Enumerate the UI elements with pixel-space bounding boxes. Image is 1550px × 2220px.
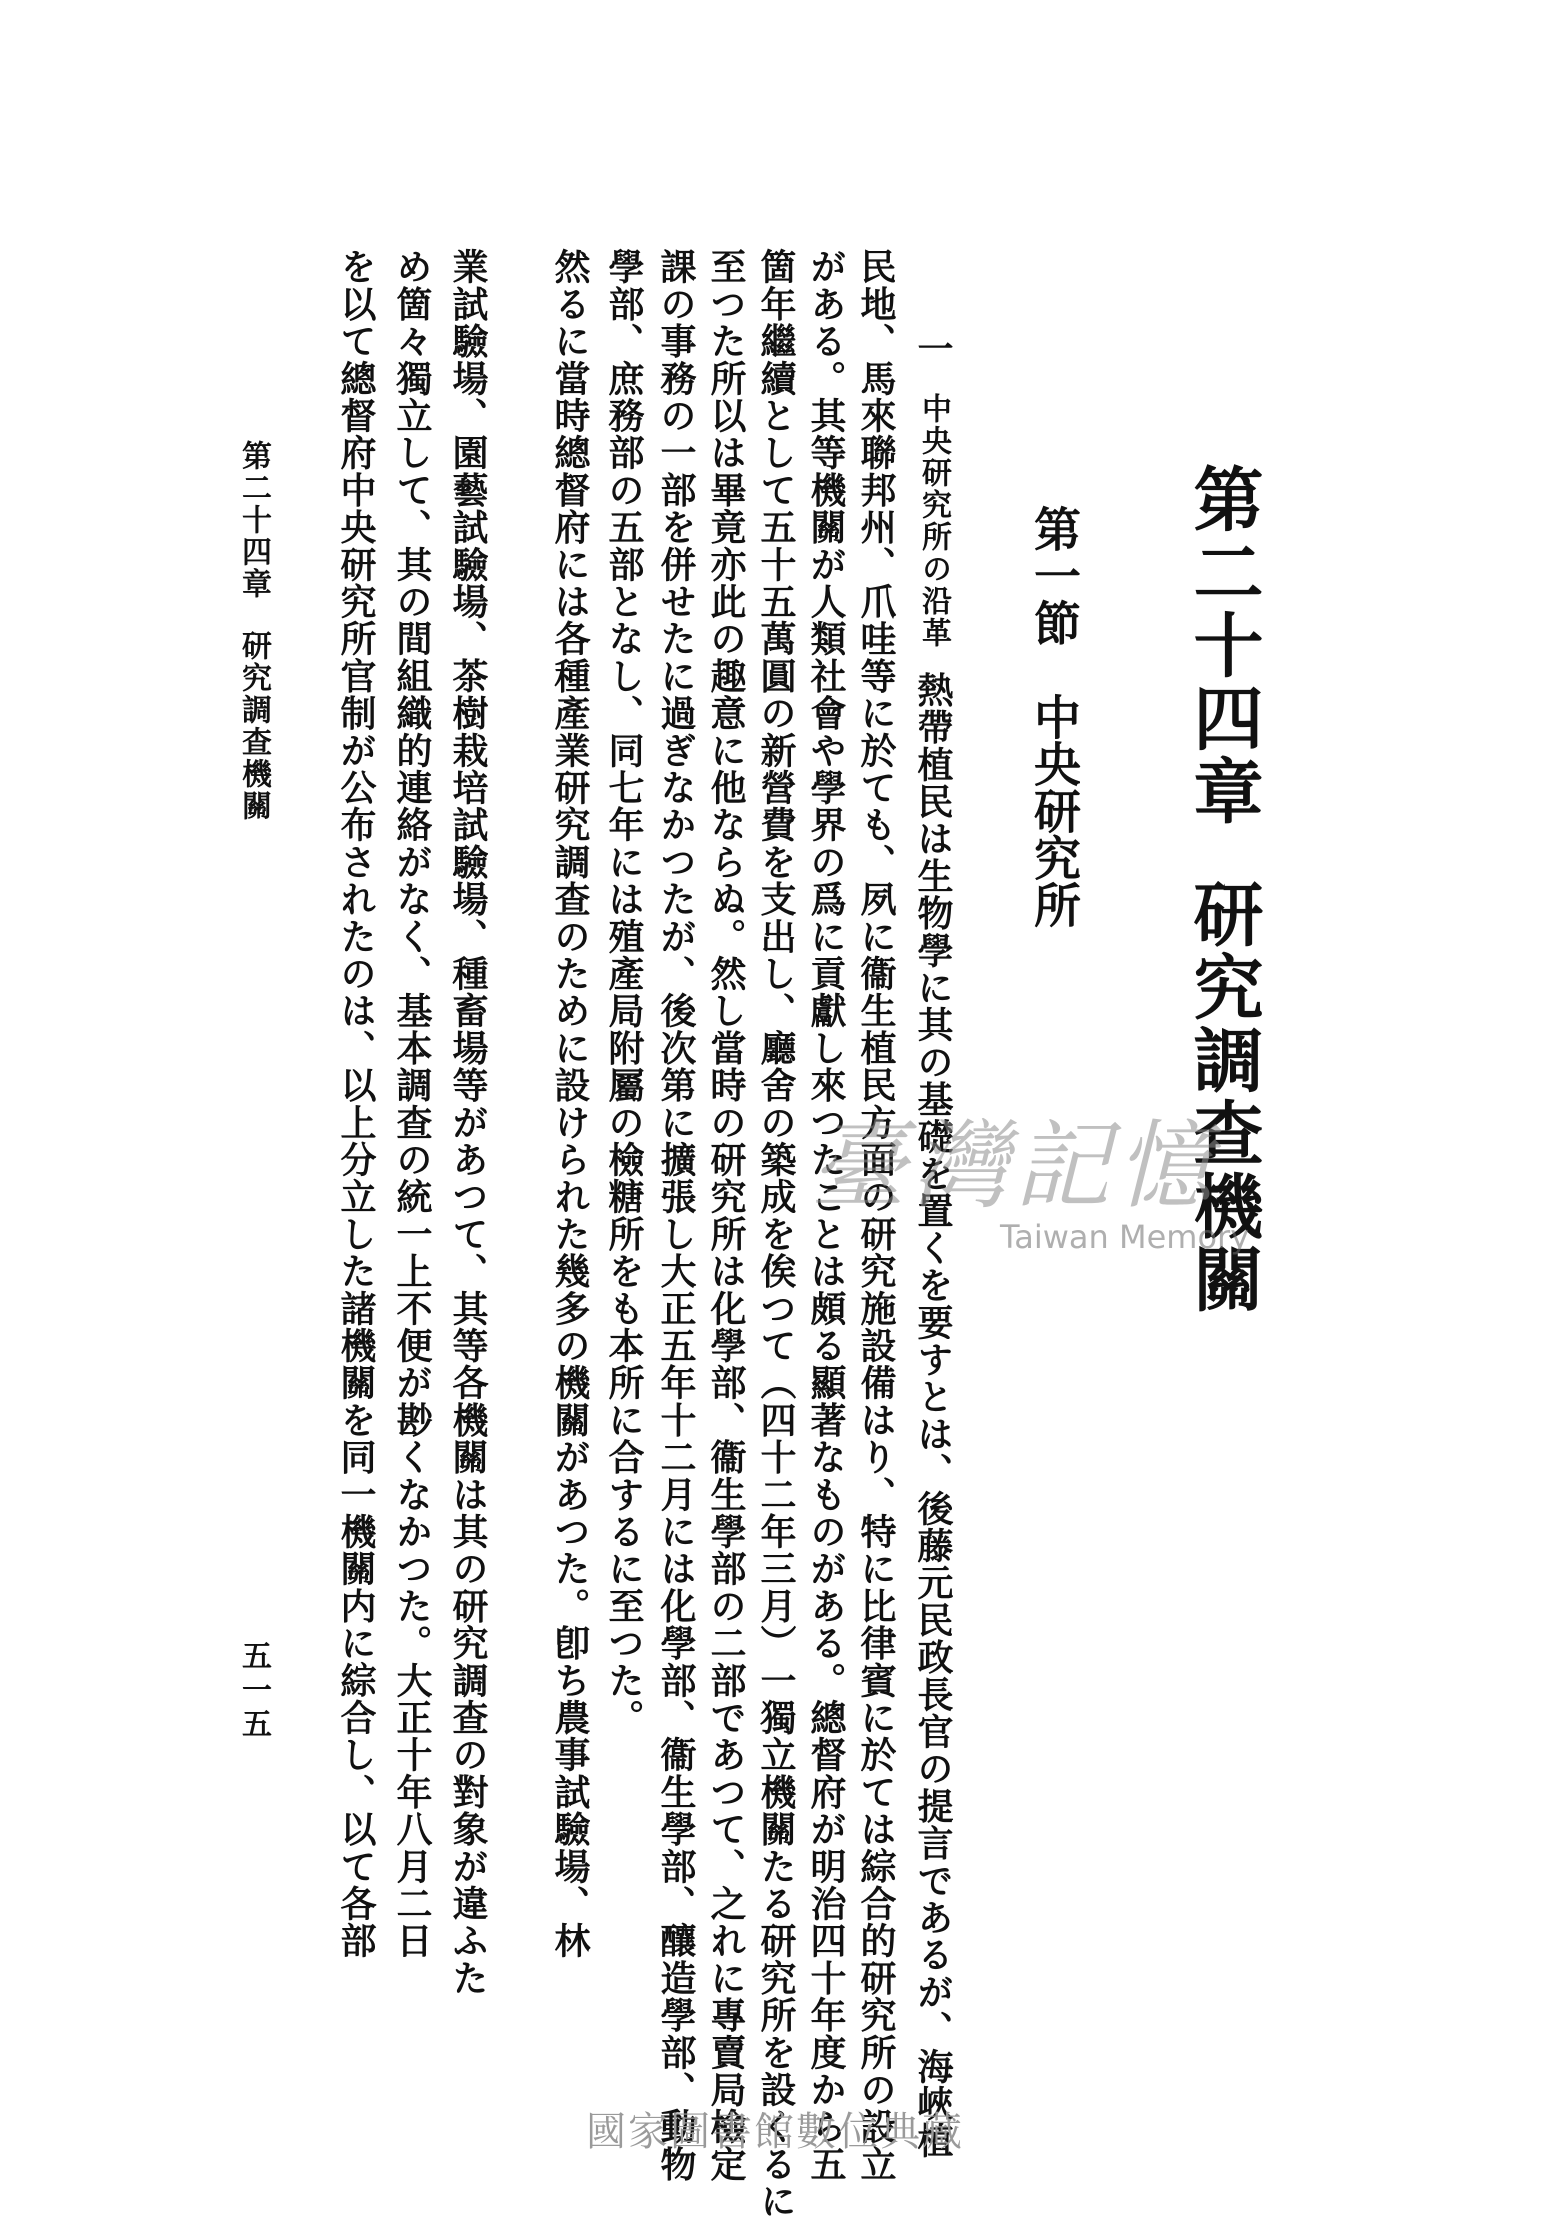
body-line-2: 民地、馬來聯邦州、爪哇等に於ても、夙に衞生植民方面の研究施設備はり、特に比律賓に於ては綜合的研究所の設立 [855, 248, 897, 2183]
body-line-5: 至つた所以は畢竟亦此の趣意に他ならぬ。然し當時の研究所は化學部、衞生學部の二部であつて、之れに專賣局檢定 [705, 248, 747, 2183]
body-line-10: め箇々獨立して、其の間組織的連絡がなく、基本調查の統一上不便が尠くなかつた。大正十年八月二日 [391, 248, 433, 1960]
body-line-6: 課の事務の一部を併せたに過ぎなかつたが、後次第に擴張し大正五年十二月には化學部、衞生學部、釀造學部、動物 [655, 248, 697, 2183]
taiwan-memory-watermark [810, 1090, 1250, 1270]
chapter-number: 第二十四章 [1182, 463, 1265, 828]
watermark-chinese: 臺灣記憶 [810, 1110, 1218, 1222]
watermark-english: Taiwan Memory [1000, 1218, 1250, 1256]
running-footer-chapter: 第二十四章 [236, 440, 271, 600]
running-footer [236, 440, 271, 822]
body-line-3: がある。其等機關が人類社會や學界の爲に貢獻し來つたことは頗る顯著なものがある。總督府が明治四十年度から五 [805, 248, 847, 2183]
body-line-9: 業試驗場、園藝試驗場、茶樹栽培試驗場、種畜場等があつて、其等各機關は其の研究調查の對象が違ふた [447, 248, 489, 1997]
body-line-7: 學部、庶務部の五部となし、同七年には殖產局附屬の檢糖所をも本所に合するに至つた。 [603, 248, 645, 1736]
section-title: 第一節 中央研究所 [1026, 505, 1081, 928]
body-line-11: を以て總督府中央研究所官制が公布されたのは、以上分立した諸機關を同一機關内に綜合し、以て各部 [335, 248, 377, 1960]
page-number: 五一五 [236, 1640, 271, 1742]
body-line-1-text: 熱帶植民は生物學に其の基礎を置くを要すとは、後藤元民政長官の提言であるが、海峽植 [912, 671, 954, 2160]
body-line-4: 箇年繼續として五十五萬圓の新營費を支出し、廳舍の築成を俟つて（四十二年三月）一獨立機關たる研究所を設くるに [755, 248, 797, 2220]
body-line-8: 然るに當時總督府には各種產業研究調查のために設けられた幾多の機關があつた。卽ち農事試驗場、林 [549, 248, 591, 1960]
section-heading: 中央研究所の沿革 [916, 393, 951, 650]
library-footer: 國家圖書館數位典藏 [586, 2109, 964, 2155]
running-footer-name: 研究調查機關 [236, 630, 271, 822]
chapter-name: 研究調查機關 [1182, 878, 1265, 1316]
heading-number: 一 [912, 330, 954, 368]
